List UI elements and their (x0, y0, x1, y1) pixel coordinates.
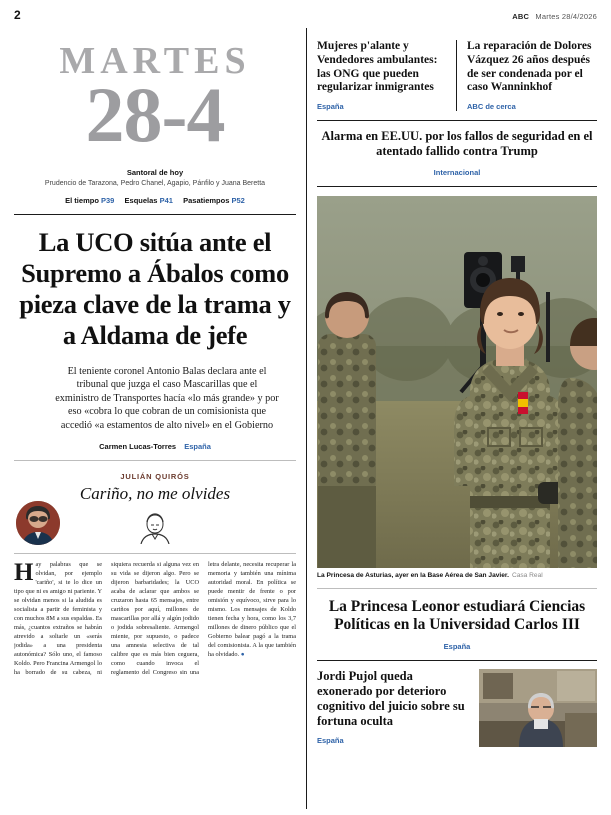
masthead-logo-small: ABC (512, 12, 530, 21)
brief-section-1[interactable]: España (317, 102, 344, 112)
divider-bottom (317, 660, 597, 661)
service-obituaries-page: P41 (159, 195, 173, 205)
brief-item-1[interactable] (317, 40, 456, 111)
photo-caption (317, 572, 597, 579)
photo-story (317, 196, 597, 579)
opinion-title[interactable]: Cariño, no me olvides (79, 484, 231, 504)
end-mark-icon: ● (240, 650, 245, 658)
service-puzzles-page: P52 (231, 195, 245, 205)
service-puzzles[interactable] (183, 196, 245, 205)
photo-story-headline[interactable]: La Princesa Leonor estudiará Ciencias Políticas en la Universidad Carlos III (328, 597, 586, 634)
opinion-body (14, 561, 296, 683)
left-column (14, 28, 306, 809)
page-grid (14, 28, 597, 809)
santoral-block (14, 168, 296, 188)
bottom-story-headline: Jordi Pujol queda exonerado por deterioro cognitivo del juicio sobre su fortuna oculta (317, 668, 465, 728)
service-links (14, 196, 296, 205)
main-byline (14, 442, 296, 451)
service-weather-page: P39 (101, 195, 115, 205)
right-column (307, 28, 597, 809)
opinion-paragraph-text: ay palabras que se olvidan, por ejemplo 'cariño', si te lo dice un tipo que ni es amigo ni pariente. Y se olvidan menos si la aludida es socialista a partir de feminista y con muchos 8M a sus espaldas. Es más, ¿cuantos extraños se habrán atrevido a soltarle un «serás jodida» a una presidenta autonómica? Sólo uno, el famoso Koldo. Pero Francina Armengol lo ha borrado de su cabeza, ni siquiera recuerda si alguna vez en su vida se dijeron algo. Pero se dijeron barbaridades; la UCO acaba de aclarar que ambos se cruzaron hasta 65 mensajes, entre cariños por aquí, millones de mascarillas por allá y algún jodido o jodida sobresaliente. Armengol miente, por supuesto, o padece una amnesia selectiva de tal calibre que es más bien ceguera, como cuando invoca el reglamento del Congreso sin una letra delante, necesita recuperar la memoria y también una mínima autoridad moral. En política se puede mentir de frente o por omisión y equívoco, sirve para lo mismo. Los mensajes de Koldo tienen fecha y hora, como los 3,7 millones de dinero público que el Gobierno balear pagó a la trama del comisionista. A la que también ha olvidado. (14, 561, 296, 676)
elderly-man-photo-illustration (479, 669, 597, 747)
brief-item-2[interactable] (456, 40, 597, 111)
opinion-paragraph (14, 561, 296, 677)
bottom-story-text (317, 669, 479, 747)
page-number: 2 (14, 8, 21, 22)
bottom-story-section[interactable]: España (317, 735, 344, 745)
avatar-portrait-icon (16, 501, 60, 545)
service-obituaries-label: Esquelas (124, 195, 158, 205)
weekday-label: MARTES (59, 40, 251, 82)
photo-caption-text: La Princesa de Asturias, ayer en la Base Aérea de San Javier. (317, 571, 509, 579)
brief-headline-1: Mujeres p'alante y Vendedores ambulantes: las ONG que pueden regularizar inmigrantes (317, 40, 438, 94)
main-headline[interactable]: La UCO sitúa ante el Supremo a Ábalos como pieza clave de la trama y a Aldama de jefe (19, 226, 291, 350)
service-weather[interactable] (65, 196, 116, 205)
brief-section-2[interactable]: ABC de cerca (467, 102, 516, 112)
main-author: Carmen Lucas-Torres (99, 442, 177, 452)
divider-top (14, 214, 296, 215)
bottom-story-thumbnail (479, 669, 597, 747)
divider-photo (317, 588, 597, 589)
banner-story[interactable] (317, 121, 597, 177)
photo-story-section[interactable]: España (443, 641, 471, 651)
briefs-row (317, 28, 597, 111)
main-section-tag[interactable]: España (184, 442, 211, 452)
main-lead: El teniente coronel Antonio Balas declara ante el tribunal que juzga el caso Mascarillas que el exministro de Transportes hacía «lo más grande» y por eso «cobra lo que cobran de un comisionista que accedió «a estamentos de alto nivel» en el Gobierno (55, 365, 279, 431)
topbar-dateline (512, 12, 597, 21)
service-weather-label: El tiempo (65, 195, 99, 205)
date-masthead (14, 28, 296, 158)
service-puzzles-label: Pasatiempos (183, 195, 230, 205)
santoral-heading: Santoral de hoy (126, 168, 184, 178)
banner-section[interactable]: Internacional (433, 167, 481, 177)
banner-headline: Alarma en EE.UU. por los fallos de seguridad en el atentado fallido contra Trump (321, 129, 593, 159)
santoral-names: Prudencio de Tarazona, Pedro Chanel, Agapio, Pánfilo y Juana Beretta (44, 180, 266, 188)
service-obituaries[interactable] (125, 196, 175, 205)
divider-body (14, 553, 296, 554)
bottom-story[interactable] (317, 669, 597, 747)
page-topbar (0, 0, 611, 28)
opinion-author[interactable]: JULIÁN QUIRÓS (120, 472, 190, 482)
columnist-portrait-icon (132, 510, 178, 544)
soldiers-photo-illustration (317, 196, 597, 568)
main-photo (317, 196, 597, 568)
opinion-portrait (132, 510, 178, 544)
avatar (16, 501, 60, 545)
divider-banner (317, 186, 597, 187)
divider-opinion (14, 460, 296, 461)
dropcap: H (14, 561, 34, 587)
date-label: 28-4 (85, 71, 225, 158)
photo-credit: Casa Real (511, 571, 543, 579)
brief-headline-2: La reparación de Dolores Vázquez 26 años después de ser condenada por el caso Wanninkhof (467, 40, 592, 94)
topbar-date: Martes 28/4/2026 (535, 12, 597, 21)
